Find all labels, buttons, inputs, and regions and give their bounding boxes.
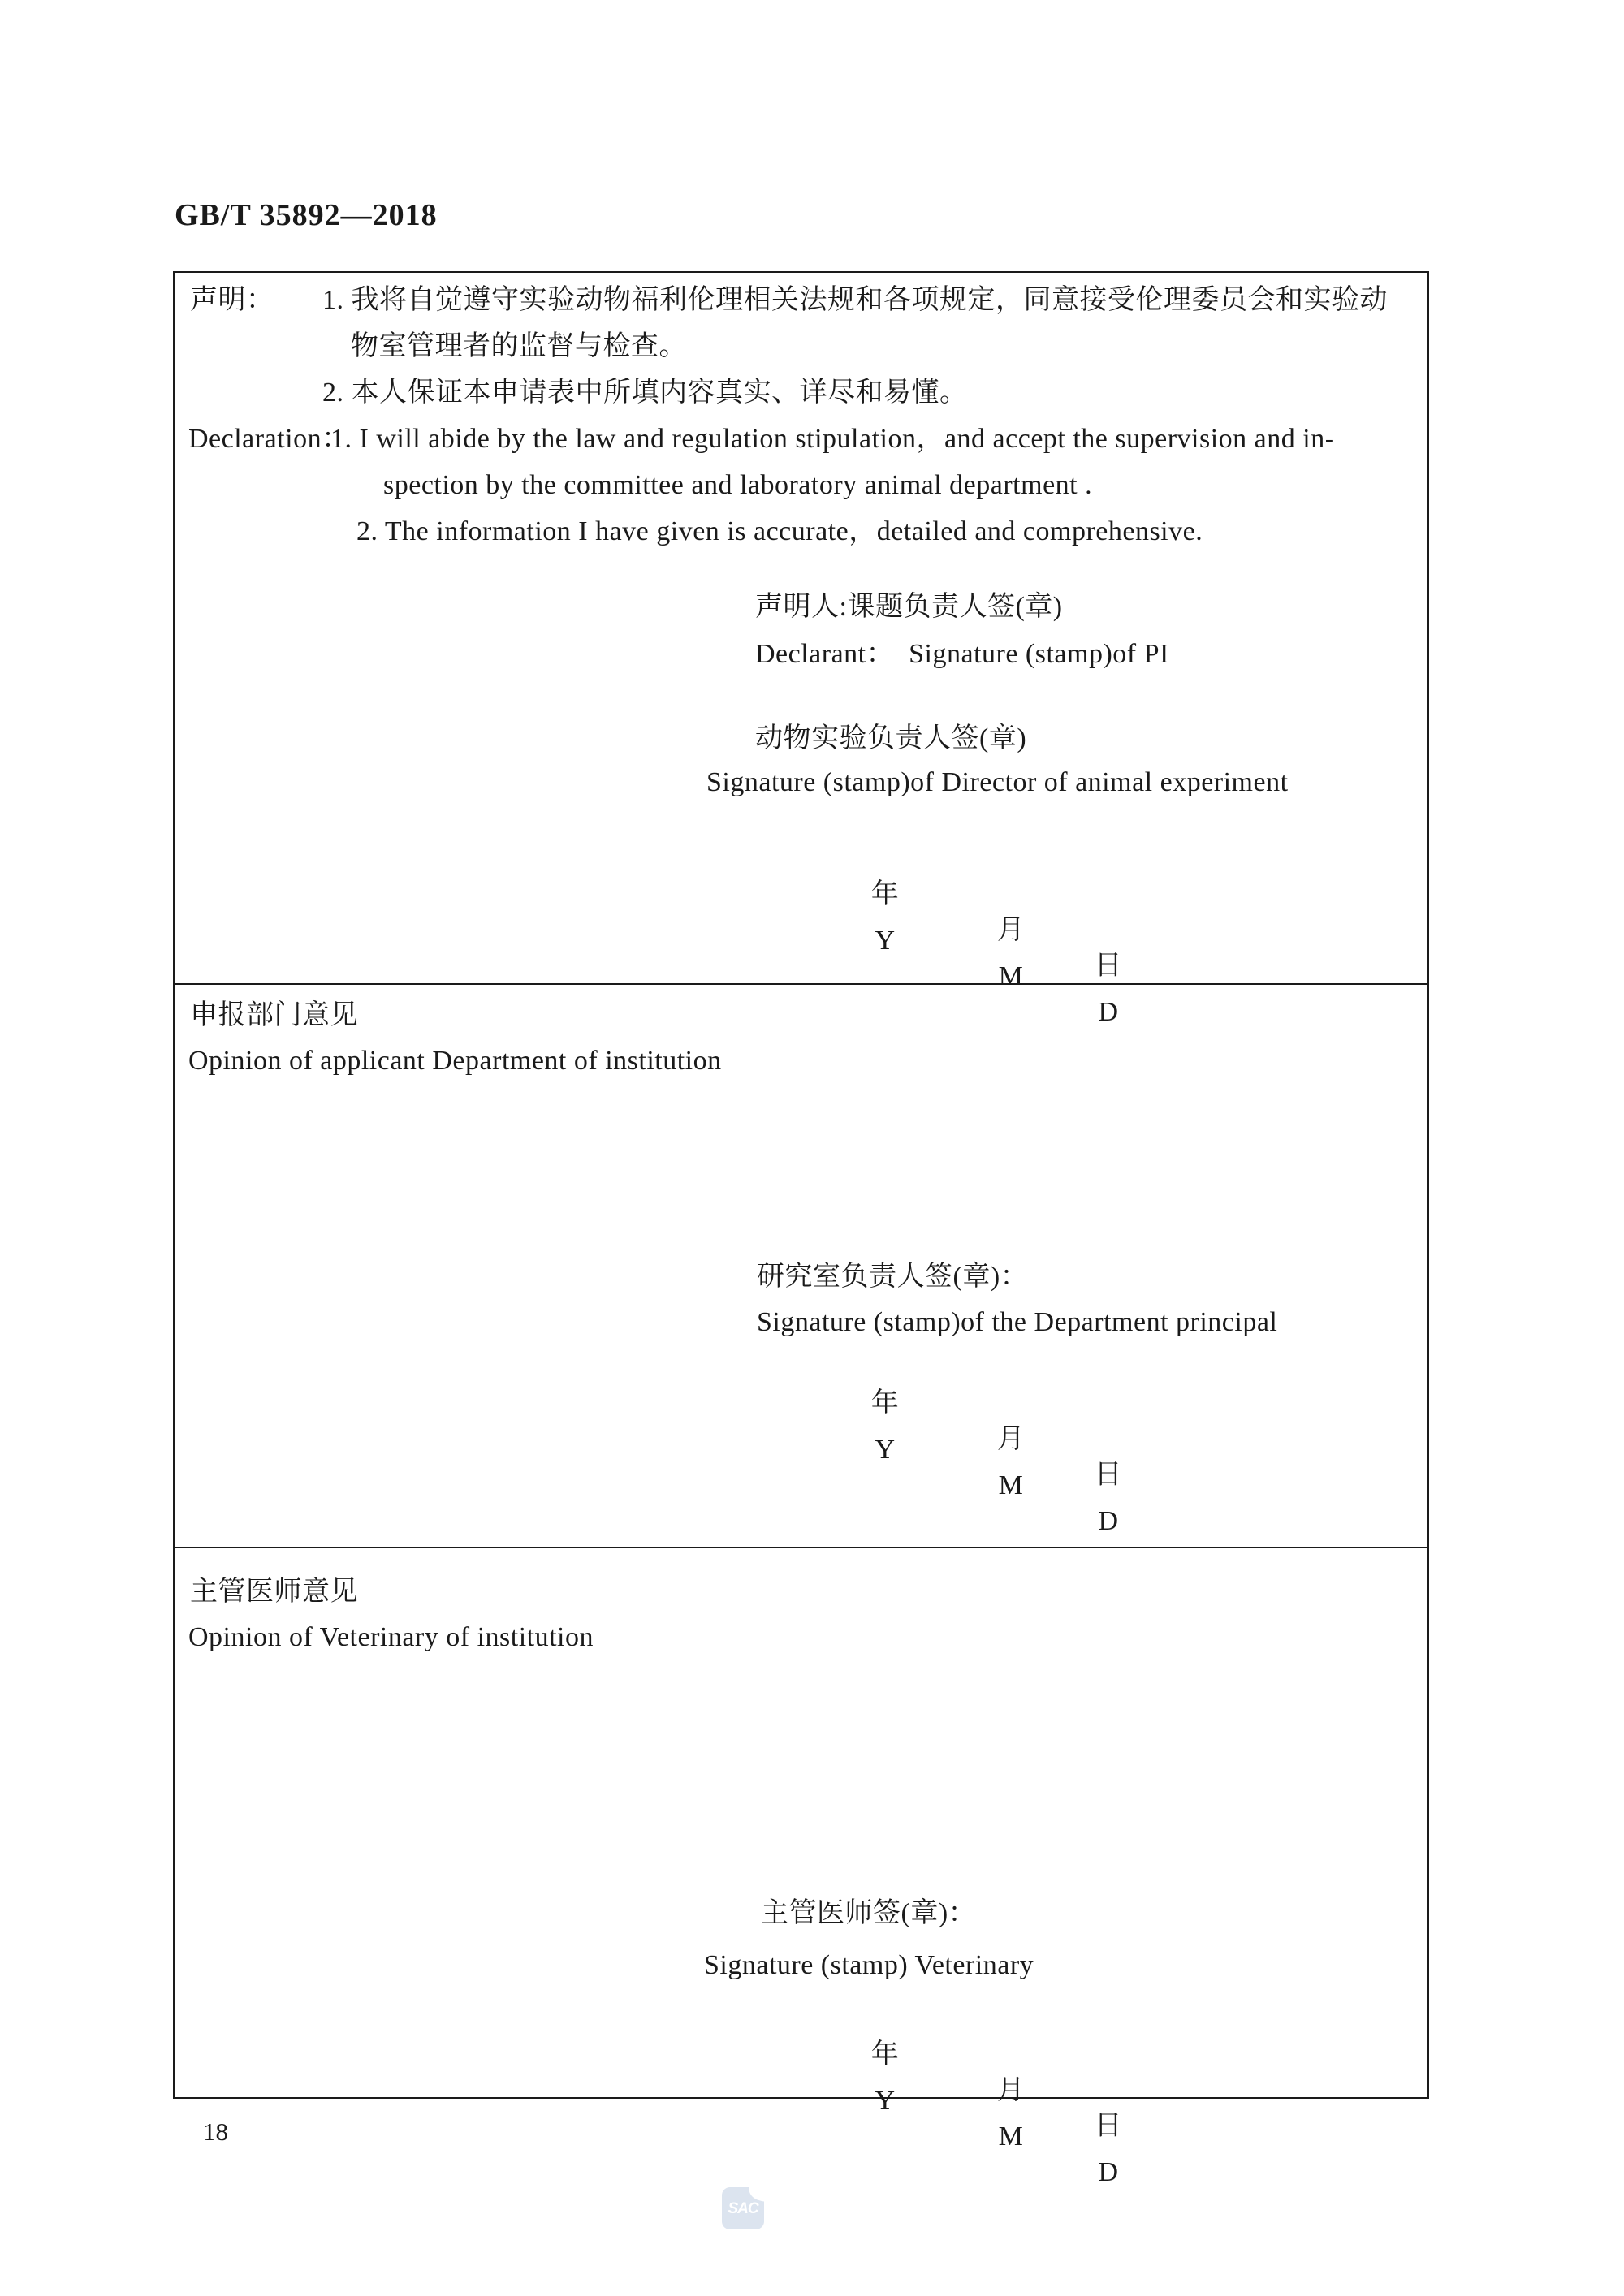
director-signature-line-zh: 动物实验负责人签(章): [755, 723, 1027, 753]
date-year-abbr: Y: [875, 926, 896, 956]
date-line-zh: [175, 1350, 1427, 1490]
date-day-label: 日: [1094, 1460, 1123, 1490]
date-month-label: 月: [996, 2075, 1026, 2105]
declarant-signature-line-zh: 声明人:课题负责人签(章): [755, 592, 1063, 622]
declaration-item1-line2-zh: 物室管理者的监督与检查。: [351, 331, 687, 361]
date-day-label: 日: [1094, 2111, 1123, 2141]
declaration-item1-line2-en: spection by the committee and laboratory animal department .: [383, 470, 1093, 500]
declaration-label-en: Declaration：: [188, 424, 350, 454]
department-signature-line-zh: 研究室负责人签(章)：: [757, 1262, 1029, 1292]
date-line-zh: [175, 841, 1427, 981]
standard-number-header: GB/T 35892—2018: [175, 198, 438, 232]
declaration-item2-en: 2. The information I have given is accurate，detailed and comprehensive.: [356, 516, 1203, 546]
date-line-en: [175, 1396, 1427, 1536]
declarant-signature-line-en: Declarant： Signature (stamp)of PI: [755, 639, 1169, 669]
declaration-item1-line1-en: 1. I will abide by the law and regulation stipulation，and accept the supervision and in-: [330, 424, 1335, 454]
department-signature-line-en: Signature (stamp)of the Department principal: [757, 1307, 1278, 1337]
sac-logo-text: SAC: [728, 2200, 758, 2217]
date-day-abbr: D: [1098, 1506, 1119, 1536]
date-year-label: 年: [870, 879, 900, 909]
date-year-abbr: Y: [875, 2086, 896, 2116]
sac-logo-icon: [722, 2187, 764, 2229]
date-day-abbr: D: [1098, 2157, 1119, 2187]
date-year-label: 年: [870, 1388, 900, 1418]
veterinary-opinion-title-zh: 主管医师意见: [190, 1577, 358, 1607]
declaration-item2-zh: 2. 本人保证本申请表中所填内容真实、详尽和易懂。: [322, 378, 968, 408]
section-department-opinion: [175, 985, 1427, 1548]
page-number: 18: [203, 2117, 228, 2146]
director-signature-line-en: Signature (stamp)of Director of animal experiment: [706, 767, 1289, 797]
date-year-abbr: Y: [875, 1435, 896, 1465]
veterinary-signature-line-zh: 主管医师签(章)：: [761, 1898, 977, 1928]
date-day-label: 日: [1094, 951, 1123, 981]
declaration-item1-line1-zh: 1. 我将自觉遵守实验动物福利伦理相关法规和各项规定，同意接受伦理委员会和实验动: [322, 285, 1388, 315]
declaration-label-zh: 声明：: [190, 285, 274, 315]
date-month-abbr: M: [998, 1470, 1024, 1500]
department-opinion-title-zh: 申报部门意见: [190, 1000, 358, 1030]
department-opinion-title-en: Opinion of applicant Department of institution: [188, 1046, 722, 1076]
date-month-label: 月: [996, 1424, 1026, 1454]
date-month-label: 月: [996, 915, 1026, 945]
date-year-label: 年: [870, 2039, 900, 2069]
veterinary-opinion-title-en: Opinion of Veterinary of institution: [188, 1622, 594, 1652]
date-month-abbr: M: [998, 2121, 1024, 2151]
veterinary-signature-line-en: Signature (stamp) Veterinary: [704, 1950, 1034, 1980]
date-day-abbr: D: [1098, 997, 1119, 1027]
date-month-abbr: M: [998, 961, 1024, 991]
